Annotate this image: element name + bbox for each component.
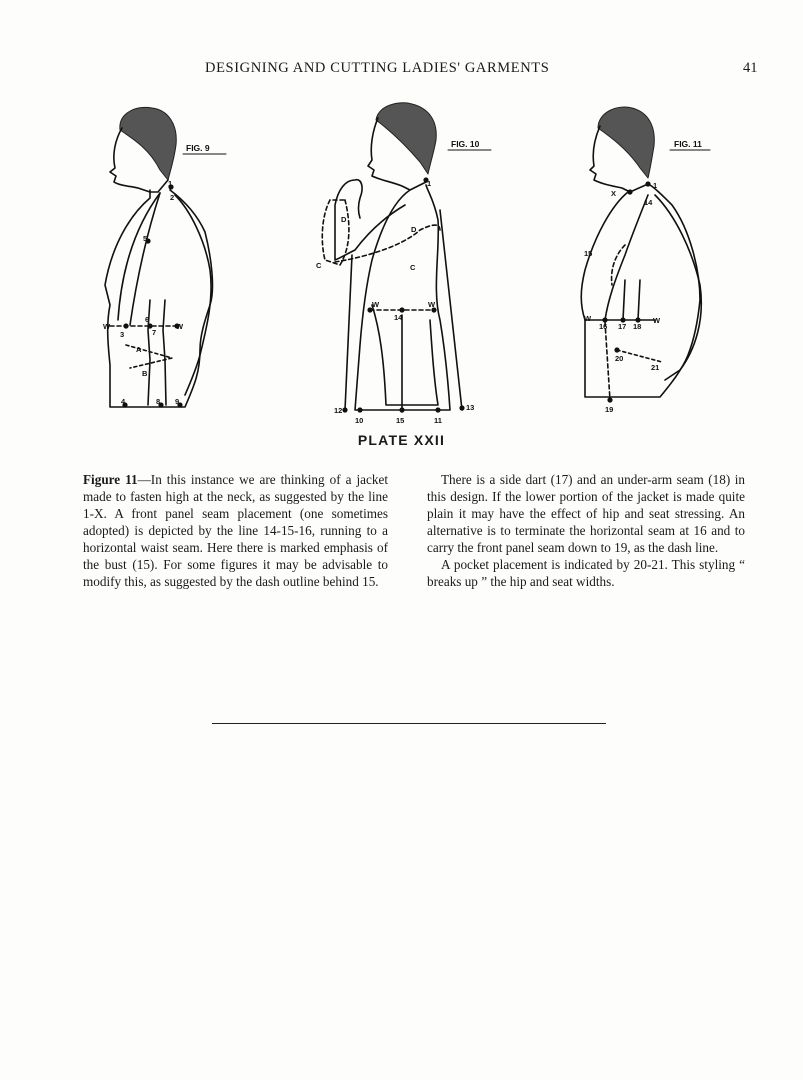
- fig11-pt-16: 16: [599, 322, 608, 331]
- fig11-pt-17: 17: [618, 322, 627, 331]
- fig9-pt-a: A: [136, 345, 142, 354]
- fig10-pt-11: 11: [434, 416, 442, 425]
- fig10-pt-d-left: D: [341, 215, 347, 224]
- fig10-pt-d-right: D: [411, 225, 417, 234]
- fig9-pt-8: 8: [156, 397, 161, 406]
- page-number: 41: [743, 60, 758, 76]
- fig11-dart-17: [623, 280, 625, 320]
- fig10-pt-12: 12: [334, 406, 343, 415]
- fig9-arm: [175, 195, 211, 395]
- fig9-pt-3: 3: [120, 330, 125, 339]
- fig10-arm-dash-2: [335, 225, 440, 262]
- fig11-pt-w-left: W: [584, 314, 592, 323]
- fig11-pocket: [617, 350, 662, 362]
- fig9-pt-4: 4: [121, 397, 126, 406]
- plate-title: PLATE XXII: [357, 432, 446, 448]
- horizontal-rule: [212, 723, 606, 724]
- text-column-right: [427, 471, 745, 590]
- paragraph-body: —In this instance we are thinking of a jacket made to fasten high at the neck, as suggested by the line 1-X. A front panel seam placement (one sometimes adopted) is depicted by the line 14-15-16, running to a horizontal waist seam. Here there is marked emphasis of the bust (15). For some figures it may be advisable to modify this, as suggested by the dash outline behind 15.: [83, 472, 388, 589]
- fig11-pt-w-right: W: [653, 316, 661, 325]
- fig11-pt-19: 19: [605, 405, 614, 414]
- paragraph-pocket: A pocket placement is indicated by 20-21. This styling “ breaks up ” the hip and seat widths.: [427, 557, 745, 589]
- fig10-hair: [376, 103, 436, 174]
- fig10-front-panel: [372, 305, 438, 405]
- fig11-seam-18: [638, 280, 640, 320]
- fig9-pt-w-left: W: [103, 322, 111, 331]
- fig11-pt-x: X: [611, 189, 617, 198]
- fig9-label: FIG. 9: [186, 143, 210, 153]
- figure-10: [316, 103, 491, 425]
- fig11-pt-18: 18: [633, 322, 642, 331]
- fig9-lapel-2: [130, 193, 160, 325]
- fig10-pt-15: 15: [396, 416, 405, 425]
- fig11-pt-14: 14: [644, 198, 653, 207]
- fig10-pt-c-right: C: [410, 263, 416, 272]
- fig9-pt-2: 2: [170, 193, 175, 202]
- fig10-pt-10: 10: [355, 416, 364, 425]
- fig9-seam-2: [163, 300, 166, 405]
- fig10-pt-13: 13: [466, 403, 475, 412]
- fig10-pt-1: 1: [427, 179, 432, 188]
- running-title: DESIGNING AND CUTTING LADIES' GARMENTS: [205, 60, 550, 76]
- fig9-pt-7: 7: [152, 328, 157, 337]
- fig9-body-outline: [105, 190, 212, 407]
- fig9-pt-9: 9: [175, 397, 180, 406]
- fig9-pt-w-right: W: [176, 322, 184, 331]
- fig11-front-panel-seam: [605, 195, 648, 320]
- fig11-pt-15: 15: [584, 249, 593, 258]
- fig11-hair: [598, 107, 654, 178]
- fig10-pt-c-left: C: [316, 261, 322, 270]
- fig11-pt-20: 20: [615, 354, 624, 363]
- fig10-pt-w-right: W: [428, 300, 436, 309]
- fig11-pt-1: 1: [653, 181, 658, 190]
- figure-reference: Figure 11: [83, 472, 138, 487]
- fig9-pt-1: 1: [168, 179, 173, 188]
- fig11-bust-dash: [612, 245, 625, 285]
- fig9-pt-5: 5: [143, 234, 148, 243]
- figure-11: [581, 107, 710, 414]
- fig9-pt-6: 6: [145, 315, 150, 324]
- fig9-pt-b: B: [142, 369, 148, 378]
- fig10-pt-w-left: W: [372, 300, 380, 309]
- paragraph-side-dart: There is a side dart (17) and an under-arm seam (18) in this design. If the lower portion of the jacket is made quite plain it may have the effect of hip and seat stressing. An alternative is to terminate the horizontal seam at 16 and to carry the front panel seam down to 19, as the dash line.: [427, 472, 745, 555]
- text-column-left: [83, 471, 388, 590]
- fig10-label: FIG. 10: [451, 139, 480, 149]
- fig10-pt-14: 14: [394, 313, 403, 322]
- plate-illustration: [0, 95, 803, 425]
- fig11-body-outline: [581, 185, 700, 397]
- fig11-lower-dash: [605, 322, 610, 400]
- fig11-label: FIG. 11: [674, 139, 702, 149]
- running-header: [0, 60, 803, 82]
- fig11-pt-21: 21: [651, 363, 660, 372]
- fig10-cape-left: [345, 255, 352, 410]
- paragraph-figure-11: [83, 471, 388, 590]
- fig9-hair: [120, 107, 176, 180]
- fig11-arm: [655, 195, 701, 380]
- figure-9: [103, 107, 226, 407]
- fig10-cape-right: [440, 210, 462, 410]
